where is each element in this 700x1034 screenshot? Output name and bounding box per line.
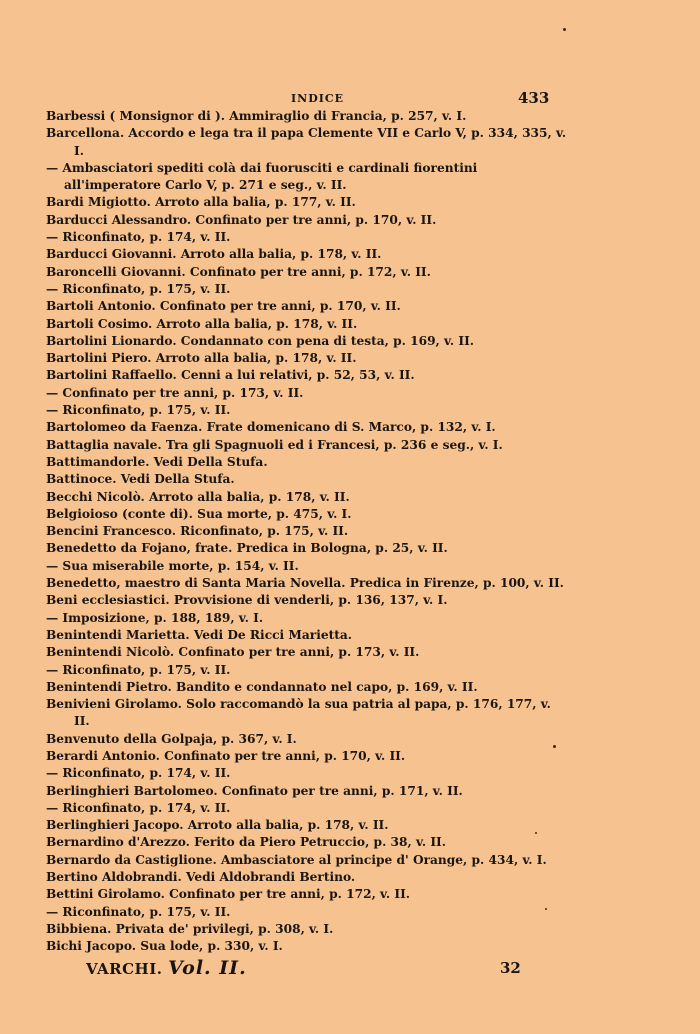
index-entry: Berardi Antonio. Confinato per tre anni, p. 170, v. II. xyxy=(46,748,406,763)
index-entry: Barcellona. Accordo e lega tra il papa Clemente VII e Carlo V, p. 334, 335, v. I. xyxy=(46,126,567,158)
print-speck xyxy=(563,28,566,31)
page-number: 433 xyxy=(518,89,550,107)
index-entry: Benivieni Girolamo. Solo raccomandò la sua patria al papa, p. 176, 177, v. II. xyxy=(46,697,551,729)
index-entry: — Riconfinato, p. 174, v. II. xyxy=(46,230,231,245)
index-entry: Belgioioso (conte di). Sua morte, p. 475, v. I. xyxy=(46,506,352,521)
index-entry: Benvenuto della Golpaja, p. 367, v. I. xyxy=(46,731,297,746)
index-entry: Bencini Francesco. Riconfinato, p. 175, v. II. xyxy=(46,524,349,539)
index-entry: Bernardino d'Arezzo. Ferito da Piero Petruccio, p. 38, v. II. xyxy=(46,835,446,850)
index-entry: Bartoli Cosimo. Arroto alla balia, p. 178, v. II. xyxy=(46,316,358,331)
printer-signature xyxy=(86,957,247,979)
index-entry: Bartolomeo da Faenza. Frate domenicano di S. Marco, p. 132, v. I. xyxy=(46,420,496,435)
index-entry: Bardi Migiotto. Arroto alla balia, p. 177, v. II. xyxy=(46,195,356,210)
index-entry: — Riconfinato, p. 175, v. II. xyxy=(46,662,231,677)
index-entry: Battinoce. Vedi Della Stufa. xyxy=(46,472,235,487)
index-entry: Bartolini Raffaello. Cenni a lui relativi, p. 52, 53, v. II. xyxy=(46,368,415,383)
index-entry: Barducci Alessandro. Confinato per tre anni, p. 170, v. II. xyxy=(46,212,437,227)
index-entry: Battimandorle. Vedi Della Stufa. xyxy=(46,454,268,469)
index-entry: Benedetto da Fojano, frate. Predica in Bologna, p. 25, v. II. xyxy=(46,541,448,556)
running-head xyxy=(0,89,700,108)
index-entry: — Riconfinato, p. 174, v. II. xyxy=(46,800,231,815)
index-entry: Barbessi ( Monsignor di ). Ammiraglio di Francia, p. 257, v. I. xyxy=(46,109,467,123)
index-entry: Benedetto, maestro di Santa Maria Novella. Predica in Firenze, p. 100, v. II. xyxy=(46,576,564,591)
index-entry: — Riconfinato, p. 175, v. II. xyxy=(46,904,231,919)
index-entry: Berlinghieri Bartolomeo. Confinato per tre anni, p. 171, v. II. xyxy=(46,783,463,798)
index-entry: Becchi Nicolò. Arroto alla balia, p. 178, v. II. xyxy=(46,489,350,504)
index-entry: — Sua miserabile morte, p. 154, v. II. xyxy=(46,558,299,573)
index-entry: Bichi Jacopo. Sua lode, p. 330, v. I. xyxy=(46,939,283,954)
index-entry: Baroncelli Giovanni. Confinato per tre anni, p. 172, v. II. xyxy=(46,264,431,279)
index-entry: Bartolini Lionardo. Condannato con pena di testa, p. 169, v. II. xyxy=(46,333,475,348)
print-speck xyxy=(545,908,547,910)
index-entry: Benintendi Pietro. Bandito e condannato nel capo, p. 169, v. II. xyxy=(46,679,478,694)
print-speck xyxy=(535,832,537,834)
index-entry: Battaglia navale. Tra gli Spagnuoli ed i Francesi, p. 236 e seg., v. I. xyxy=(46,437,503,452)
running-head-title: INDICE xyxy=(291,92,345,105)
index-entry: Barducci Giovanni. Arroto alla balia, p. 178, v. II. xyxy=(46,247,382,262)
index-entry: Bettini Girolamo. Confinato per tre anni, p. 172, v. II. xyxy=(46,887,411,902)
index-entry-list xyxy=(46,108,570,956)
index-entry: — Riconfinato, p. 174, v. II. xyxy=(46,766,231,781)
index-entry: Bartoli Antonio. Confinato per tre anni, p. 170, v. II. xyxy=(46,299,401,314)
index-entry: Bertino Aldobrandi. Vedi Aldobrandi Bertino. xyxy=(46,870,356,885)
index-entry: Benintendi Marietta. Vedi De Ricci Marietta. xyxy=(46,627,352,642)
page-footer xyxy=(0,957,700,983)
index-entry: — Riconfinato, p. 175, v. II. xyxy=(46,281,231,296)
signature-volume: Vol. II. xyxy=(168,957,247,979)
index-entry: Benintendi Nicolò. Confinato per tre anni, p. 173, v. II. xyxy=(46,645,420,660)
index-entry: — Imposizione, p. 188, 189, v. I. xyxy=(46,610,264,625)
index-entry: — Ambasciatori spediti colà dai fuorusciti e cardinali fiorentini all'imperatore Carlo V, p. 271 e seg., v. II. xyxy=(46,160,478,193)
index-entry: — Confinato per tre anni, p. 173, v. II. xyxy=(46,385,304,400)
sheet-number: 32 xyxy=(500,959,521,977)
print-speck xyxy=(553,745,556,748)
index-entry: Bibbiena. Privata de' privilegi, p. 308, v. I. xyxy=(46,921,334,936)
index-entry: Berlinghieri Jacopo. Arroto alla balia, p. 178, v. II. xyxy=(46,818,389,833)
index-entry: Bartolini Piero. Arroto alla balia, p. 178, v. II. xyxy=(46,351,357,366)
index-entry: Bernardo da Castiglione. Ambasciatore al principe d' Orange, p. 434, v. I. xyxy=(46,852,547,867)
signature-author: VARCHI. xyxy=(86,960,163,978)
index-entry: — Riconfinato, p. 175, v. II. xyxy=(46,403,231,418)
index-entry: Beni ecclesiastici. Provvisione di venderli, p. 136, 137, v. I. xyxy=(46,593,448,608)
